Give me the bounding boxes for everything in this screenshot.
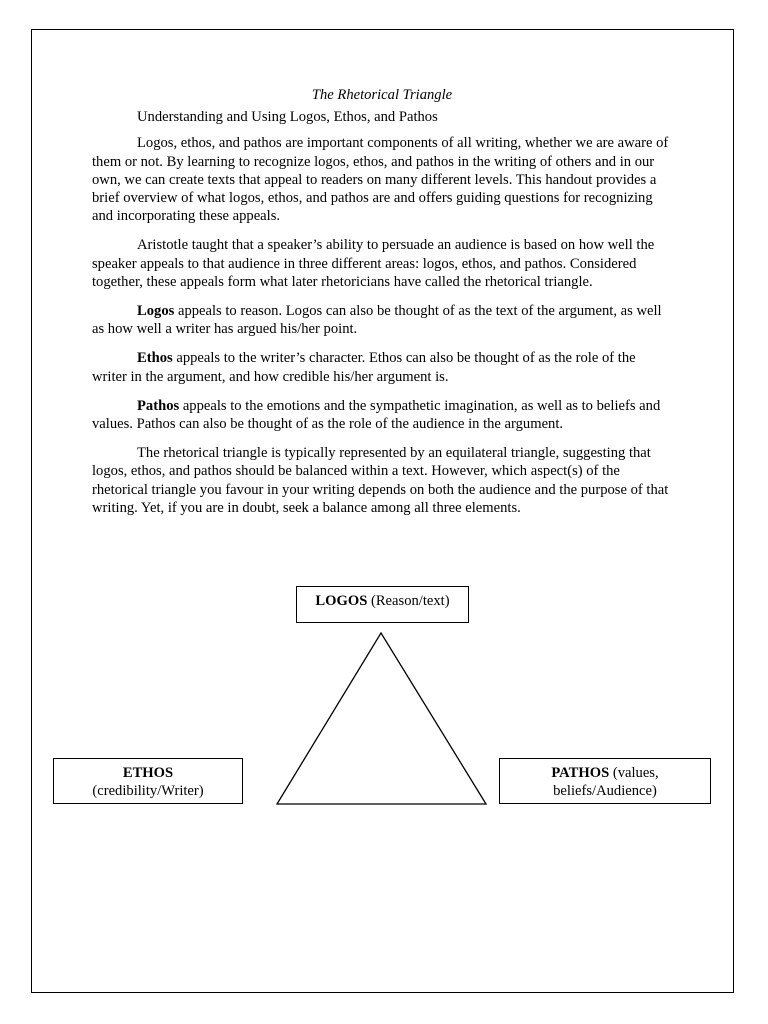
- triangle-shape: [277, 633, 486, 804]
- pathos-term: Pathos: [137, 397, 180, 414]
- rhetorical-triangle: [276, 632, 488, 806]
- pathos-text: appeals to the emotions and the sympathetic imagination, as well as to beliefs and values. Pathos can also be thought of as the role of the audience in the argument.: [92, 397, 661, 433]
- ethos-paragraph: [92, 349, 672, 385]
- pathos-box: [499, 758, 711, 804]
- ethos-box: [53, 758, 243, 804]
- logos-box: [296, 586, 469, 623]
- logos-text: appeals to reason. Logos can also be thought of as the text of the argument, as well as how well a writer has argued his/her point.: [92, 303, 662, 338]
- ethos-text: appeals to the writer’s character. Ethos can also be thought of as the role of the writer in the argument, and how credible his/her argument is.: [92, 350, 636, 385]
- pathos-paragraph: [92, 397, 672, 433]
- pathos-box-desc-line2: beliefs/Audience): [553, 783, 657, 800]
- ethos-term: Ethos: [137, 350, 173, 367]
- logos-term: Logos: [137, 303, 175, 320]
- pathos-box-desc-line1: (values,: [609, 765, 659, 781]
- pathos-box-term: PATHOS: [551, 765, 610, 781]
- document-body: [92, 86, 672, 528]
- logos-box-desc: (Reason/text): [367, 593, 450, 609]
- logos-box-term: LOGOS: [315, 593, 368, 609]
- document-subtitle: Understanding and Using Logos, Ethos, and Pathos: [137, 109, 438, 126]
- aristotle-paragraph: Aristotle taught that a speaker’s ability to persuade an audience is based on how well the speaker appeals to that audience in three different areas: logos, ethos, and pathos. Considered together, these appeals form what later rhetoricians have called the rhetorical triangle.: [92, 237, 655, 290]
- intro-paragraph: Logos, ethos, and pathos are important components of all writing, whether we are aware of them or not. By learning to recognize logos, ethos, and pathos in the writing of others and in our own, we can create texts that appeal to readers on many different levels. This handout provides a brief overview of what logos, ethos, and pathos are and offers guiding questions for recognizing and incorporating these appeals.: [92, 135, 669, 225]
- conclusion-paragraph: The rhetorical triangle is typically represented by an equilateral triangle, suggesting that logos, ethos, and pathos should be balanced within a text. However, which aspect(s) of the rhetorical triangle you favour in your writing depends on both the audience and the purpose of that writing. Yet, if you are in doubt, seek a balance among all three elements.: [92, 445, 669, 516]
- logos-paragraph: [92, 302, 672, 338]
- ethos-box-term: ETHOS: [122, 765, 174, 781]
- ethos-box-desc: (credibility/Writer): [92, 783, 204, 800]
- document-title: The Rhetorical Triangle: [311, 87, 453, 103]
